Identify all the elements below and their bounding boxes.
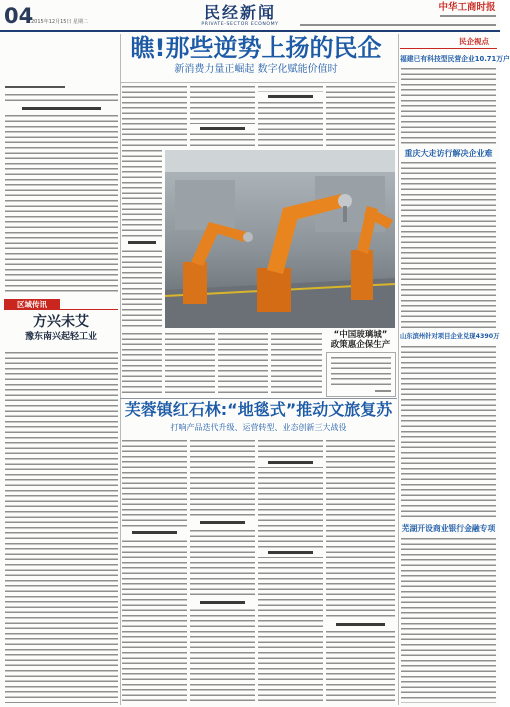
feature-body — [258, 440, 323, 703]
feature-body — [326, 440, 395, 703]
article-body — [190, 86, 255, 146]
article-body — [165, 333, 215, 395]
sidebar-article-body — [401, 538, 496, 703]
issue-date: 2015年12月15日 星期二 — [31, 19, 89, 25]
sidebar-rule — [400, 48, 497, 49]
regional-tag-rule — [4, 309, 118, 310]
regional-section-tag: 区域传讯 — [4, 299, 60, 310]
feature-body — [122, 440, 187, 703]
article-body — [5, 94, 118, 294]
sidebar-tag: 民企视点 — [459, 37, 489, 46]
sidebar-headline: 芜湖开设商业银行金融专项 — [401, 524, 496, 533]
feature-headline: 芙蓉镇红石林:“地毯式”推动文旅复苏 — [124, 400, 393, 419]
lead-subheadline: 新消费力量正崛起 数字化赋能价值时 — [174, 64, 338, 75]
caption-text — [331, 357, 391, 387]
newspaper-name: 中华工商时报 — [438, 2, 496, 13]
editor-contact-line — [300, 24, 496, 26]
byline — [5, 86, 65, 91]
page-number: 04 — [4, 4, 34, 28]
feature-body — [190, 440, 255, 703]
feature-subhead — [258, 548, 323, 557]
sidebar-headline: 重庆大走访行解决企业难 — [404, 149, 493, 158]
photo-caption-title: “中国玻璃城” — [333, 330, 388, 340]
sidebar-article-body — [401, 68, 496, 145]
photo-caption-subtitle: 政策惠企保生产 — [330, 340, 391, 350]
feature-subhead — [326, 620, 395, 629]
photo-caption-box — [326, 352, 396, 397]
sidebar-headline: 山东滨州针对项目企业兑现4390万 — [400, 333, 500, 340]
masthead-info-text — [440, 15, 496, 17]
feature-subhead — [258, 458, 323, 467]
article-subhead — [122, 238, 162, 247]
feature-subhead — [190, 598, 255, 607]
article-subhead — [5, 104, 118, 113]
article-body — [271, 333, 322, 395]
sidebar-headline: 福建已有科技型民营企业10.71万户 — [400, 55, 510, 63]
lead-headline: 瞧!那些逆势上扬的民企 — [130, 34, 382, 62]
sidebar-article-body — [401, 346, 496, 520]
sidebar-article-body — [401, 162, 496, 330]
feature-subhead — [122, 528, 187, 537]
article-subhead — [258, 92, 323, 101]
article-body — [326, 86, 395, 146]
section-subtitle: PRIVATE-SECTOR ECONOMY — [201, 22, 279, 27]
article-body — [122, 333, 162, 395]
column-divider — [398, 34, 399, 705]
caption-credit — [375, 390, 391, 392]
feature-divider — [120, 398, 397, 399]
column-divider — [120, 34, 121, 705]
regional-headline: 方兴未艾 — [33, 314, 89, 330]
section-divider — [120, 82, 397, 83]
article-body — [122, 86, 187, 146]
article-subhead — [190, 124, 255, 133]
article-body — [218, 333, 268, 395]
feature-subhead — [190, 518, 255, 527]
masthead-rule — [0, 30, 500, 32]
feature-subheadline: 打响产品迭代升级、运营转型、业态创新三大战役 — [170, 423, 347, 432]
section-title: 民经新闻 — [203, 3, 276, 22]
factory-robot-photo — [165, 150, 395, 328]
regional-subheadline: 豫东南兴起轻工业 — [24, 332, 97, 342]
regional-article-body — [5, 352, 118, 703]
